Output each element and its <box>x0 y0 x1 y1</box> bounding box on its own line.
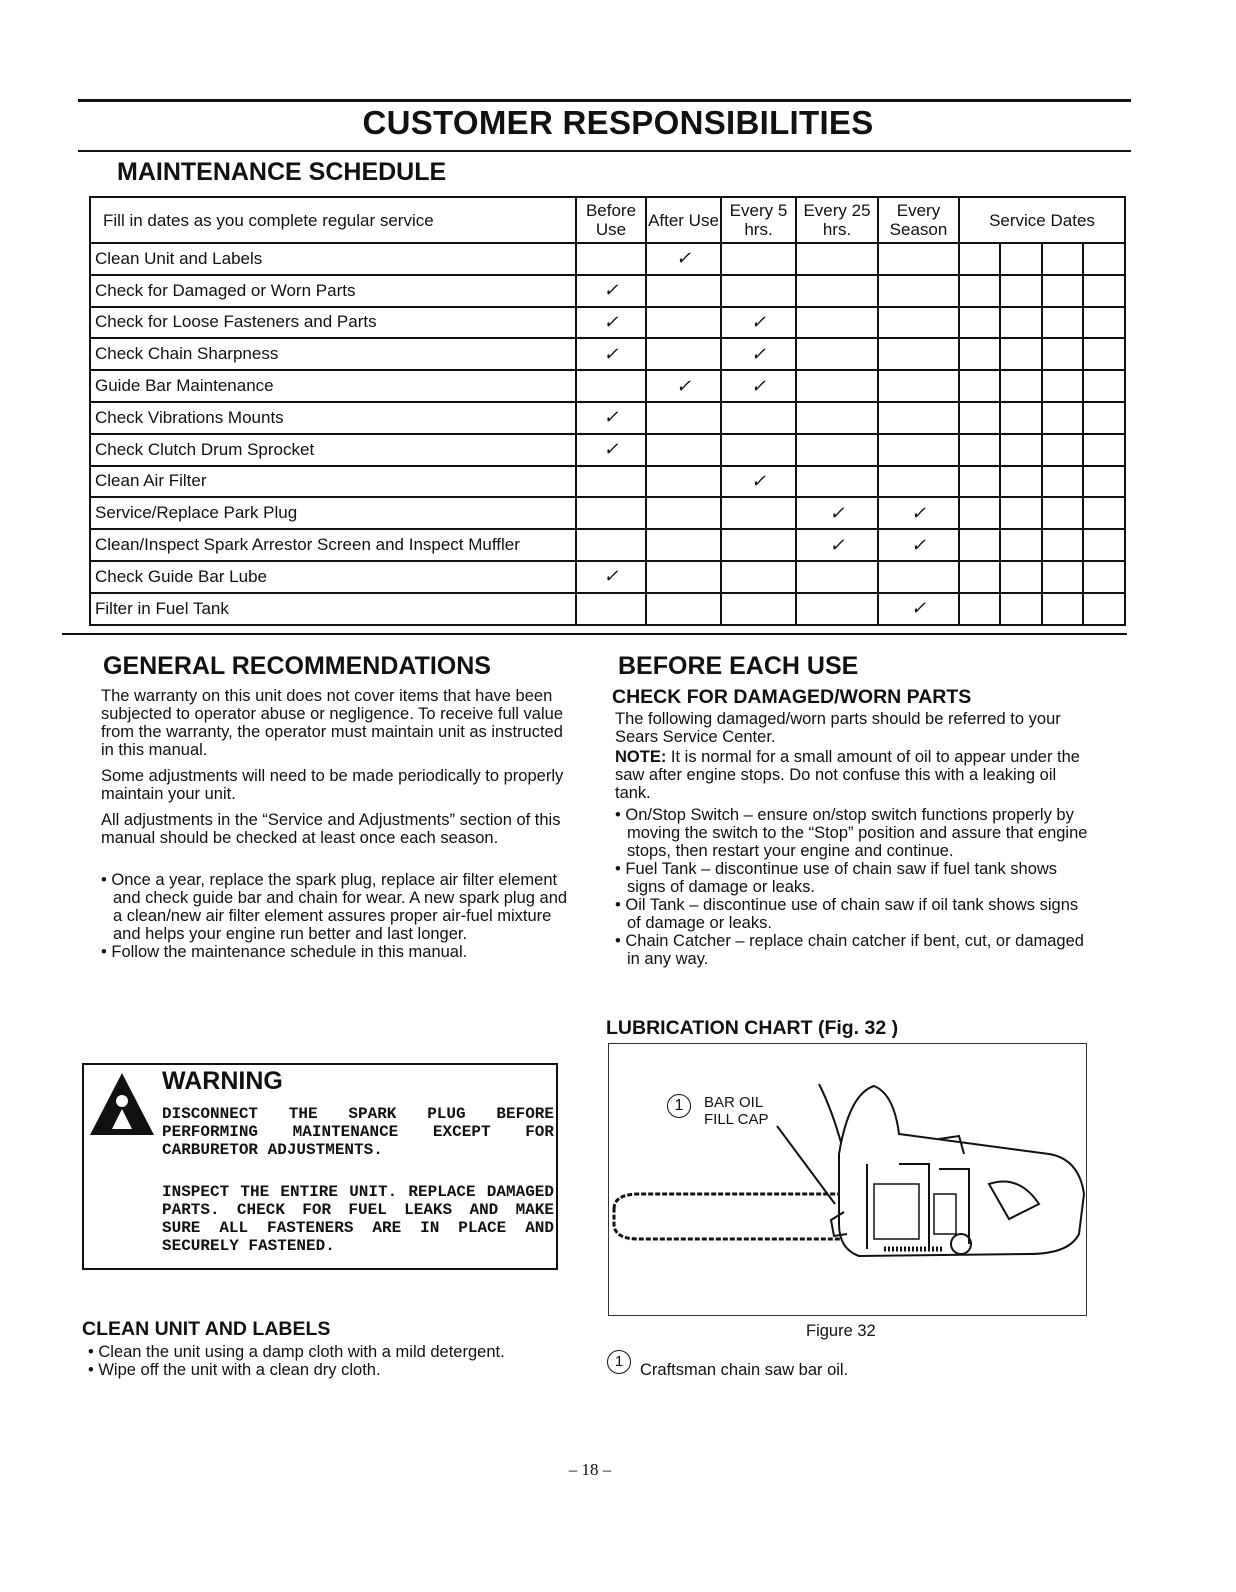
empty-cell <box>796 402 878 434</box>
task-label: Check Vibrations Mounts <box>90 402 576 434</box>
check-mark-cell <box>721 466 796 498</box>
empty-cell <box>721 561 796 593</box>
bullet: • Oil Tank – discontinue use of chain saw if oil tank shows signs of damage or leaks. <box>615 896 1079 932</box>
check-mark-icon: ✓ <box>750 375 767 396</box>
empty-cell <box>576 243 646 275</box>
empty-cell <box>646 338 721 370</box>
empty-cell <box>576 529 646 561</box>
check-mark-icon: ✓ <box>829 534 845 555</box>
empty-cell <box>646 497 721 529</box>
service-date-field[interactable] <box>1000 529 1041 561</box>
empty-cell <box>721 529 796 561</box>
empty-cell <box>796 243 878 275</box>
service-date-field[interactable] <box>1042 466 1083 498</box>
table-row <box>90 338 1125 370</box>
empty-cell <box>646 434 721 466</box>
empty-cell <box>721 497 796 529</box>
page-number: – 18 – <box>568 1460 612 1479</box>
column-header: After Use <box>646 197 721 243</box>
title-rule <box>78 150 1131 152</box>
clean-unit-body <box>88 1343 568 1379</box>
service-date-field[interactable] <box>1000 466 1041 498</box>
table-row <box>90 529 1125 561</box>
empty-cell <box>878 466 959 498</box>
empty-cell <box>646 529 721 561</box>
service-dates-header: Service Dates <box>959 197 1125 243</box>
empty-cell <box>576 466 646 498</box>
callout-label: BAR OIL FILL CAP <box>704 1094 769 1128</box>
service-date-field[interactable] <box>1083 593 1125 625</box>
service-date-field[interactable] <box>1083 275 1125 307</box>
warning-title: WARNING <box>162 1067 283 1095</box>
check-mark-cell <box>878 529 959 561</box>
top-rule <box>78 99 1131 102</box>
service-date-field[interactable] <box>1083 561 1125 593</box>
bullet: • Follow the maintenance schedule in this manual. <box>101 943 468 961</box>
empty-cell <box>721 243 796 275</box>
check-mark-cell <box>646 370 721 402</box>
lubrication-figure <box>608 1043 1087 1316</box>
check-mark-icon: ✓ <box>603 407 619 428</box>
check-mark-icon: ✓ <box>675 248 692 269</box>
service-date-field[interactable] <box>1083 466 1125 498</box>
empty-cell <box>721 275 796 307</box>
task-label: Filter in Fuel Tank <box>90 593 576 625</box>
warning-text: INSPECT THE ENTIRE UNIT. REPLACE DAMAGED PARTS. CHECK FOR FUEL LEAKS AND MAKE SURE ALL FASTENERS ARE IN PLACE AND SECURELY FASTENED. <box>162 1183 554 1255</box>
note-label: NOTE: <box>615 748 667 766</box>
task-label: Check for Damaged or Worn Parts <box>90 275 576 307</box>
service-date-field[interactable] <box>1000 370 1041 402</box>
check-damaged-parts-heading: CHECK FOR DAMAGED/WORN PARTS <box>612 686 972 708</box>
empty-cell <box>576 593 646 625</box>
service-date-field[interactable] <box>1042 561 1083 593</box>
instruction-header: Fill in dates as you complete regular service <box>90 197 576 243</box>
task-label: Service/Replace Park Plug <box>90 497 576 529</box>
empty-cell <box>796 275 878 307</box>
check-mark-icon: ✓ <box>603 343 619 364</box>
service-date-field[interactable] <box>1083 307 1125 339</box>
check-mark-cell <box>721 307 796 339</box>
service-date-field[interactable] <box>959 466 1000 498</box>
service-date-field[interactable] <box>1083 338 1125 370</box>
table-row <box>90 243 1125 275</box>
bullet: • Fuel Tank – discontinue use of chain saw if fuel tank shows signs of damage or leaks. <box>615 860 1058 896</box>
task-label: Clean/Inspect Spark Arrestor Screen and Inspect Muffler <box>90 529 576 561</box>
check-mark-cell <box>878 497 959 529</box>
service-date-field[interactable] <box>959 561 1000 593</box>
bullet: • Wipe off the unit with a clean dry cloth. <box>88 1361 381 1379</box>
empty-cell <box>878 434 959 466</box>
task-label: Check Clutch Drum Sprocket <box>90 434 576 466</box>
lubrication-chart-heading: LUBRICATION CHART (Fig. 32 ) <box>606 1017 899 1039</box>
empty-cell <box>646 307 721 339</box>
maintenance-schedule-heading: MAINTENANCE SCHEDULE <box>117 158 447 186</box>
empty-cell <box>796 593 878 625</box>
empty-cell <box>646 561 721 593</box>
check-mark-icon: ✓ <box>910 598 927 619</box>
general-recommendations-heading: GENERAL RECOMMENDATIONS <box>103 652 491 680</box>
empty-cell <box>878 561 959 593</box>
check-mark-cell <box>576 561 646 593</box>
check-mark-cell <box>796 497 878 529</box>
empty-cell <box>721 402 796 434</box>
check-mark-cell <box>878 593 959 625</box>
check-mark-icon: ✓ <box>603 439 619 460</box>
callout-number: 1 <box>667 1094 691 1118</box>
check-mark-icon: ✓ <box>910 534 927 555</box>
service-date-field[interactable] <box>1042 434 1083 466</box>
service-date-field[interactable] <box>959 434 1000 466</box>
empty-cell <box>646 275 721 307</box>
check-mark-icon: ✓ <box>750 343 767 364</box>
service-date-field[interactable] <box>1042 402 1083 434</box>
service-date-field[interactable] <box>1000 593 1041 625</box>
note-text: It is normal for a small amount of oil to appear under the saw after engine stops. Do not confuse this with a leaking oil tank. <box>615 748 1080 802</box>
empty-cell <box>646 593 721 625</box>
before-each-use-heading: BEFORE EACH USE <box>618 652 859 680</box>
service-date-field[interactable] <box>1083 497 1125 529</box>
check-mark-cell <box>796 529 878 561</box>
task-label: Check Guide Bar Lube <box>90 561 576 593</box>
bullet: • On/Stop Switch – ensure on/stop switch functions properly by moving the switch to the “Stop” position and assure that engine stops, then restart your engine and continue. <box>615 806 1088 860</box>
empty-cell <box>576 370 646 402</box>
before-each-use-body <box>615 710 1091 968</box>
check-mark-icon: ✓ <box>750 311 767 332</box>
service-date-field[interactable] <box>1042 370 1083 402</box>
bullet: • Once a year, replace the spark plug, replace air filter element and check guide bar and chain for wear. A new spark plug and a clean/new air filter element assures proper air-fuel mixture and helps your engine run better and last longer. <box>101 871 568 943</box>
service-date-field[interactable] <box>1000 434 1041 466</box>
column-header: Every 25 hrs. <box>796 197 878 243</box>
task-label: Clean Unit and Labels <box>90 243 576 275</box>
empty-cell <box>796 434 878 466</box>
service-date-field[interactable] <box>1000 402 1041 434</box>
task-label: Clean Air Filter <box>90 466 576 498</box>
empty-cell <box>878 307 959 339</box>
paragraph: Some adjustments will need to be made periodically to properly maintain your unit. <box>101 767 564 803</box>
check-mark-cell <box>576 402 646 434</box>
service-date-field[interactable] <box>959 338 1000 370</box>
table-row <box>90 275 1125 307</box>
empty-cell <box>878 402 959 434</box>
check-mark-icon: ✓ <box>829 502 845 523</box>
empty-cell <box>721 593 796 625</box>
check-mark-cell <box>576 338 646 370</box>
figure-caption: Figure 32 <box>806 1322 876 1340</box>
service-date-field[interactable] <box>1083 370 1125 402</box>
empty-cell <box>576 497 646 529</box>
service-date-field[interactable] <box>1000 497 1041 529</box>
table-row <box>90 307 1125 339</box>
empty-cell <box>878 275 959 307</box>
service-date-field[interactable] <box>959 370 1000 402</box>
general-recommendations-body <box>101 687 575 961</box>
service-date-field[interactable] <box>1042 275 1083 307</box>
table-row <box>90 497 1125 529</box>
service-date-field[interactable] <box>959 243 1000 275</box>
check-mark-icon: ✓ <box>675 375 692 396</box>
task-label: Guide Bar Maintenance <box>90 370 576 402</box>
empty-cell <box>796 338 878 370</box>
warning-text: DISCONNECT THE SPARK PLUG BEFORE PERFORMING MAINTENANCE EXCEPT FOR CARBURETOR ADJUSTMENTS. <box>162 1105 554 1159</box>
table-row <box>90 402 1125 434</box>
service-date-field[interactable] <box>1083 402 1125 434</box>
empty-cell <box>796 370 878 402</box>
clean-unit-heading: CLEAN UNIT AND LABELS <box>82 1318 331 1340</box>
empty-cell <box>878 243 959 275</box>
service-date-field[interactable] <box>1000 275 1041 307</box>
check-mark-cell <box>646 243 721 275</box>
empty-cell <box>796 561 878 593</box>
footnote-number: 1 <box>607 1350 631 1374</box>
service-date-field[interactable] <box>1042 307 1083 339</box>
service-date-field[interactable] <box>959 529 1000 561</box>
page-title: CUSTOMER RESPONSIBILITIES <box>362 104 874 141</box>
empty-cell <box>878 370 959 402</box>
check-mark-icon: ✓ <box>603 566 619 587</box>
table-row <box>90 466 1125 498</box>
chainsaw-illustration <box>609 1044 1088 1317</box>
table-row <box>90 593 1125 625</box>
service-date-field[interactable] <box>1042 529 1083 561</box>
task-label: Check Chain Sharpness <box>90 338 576 370</box>
service-date-field[interactable] <box>1042 243 1083 275</box>
empty-cell <box>878 338 959 370</box>
warning-box <box>82 1063 558 1270</box>
service-date-field[interactable] <box>1042 497 1083 529</box>
service-date-field[interactable] <box>1083 243 1125 275</box>
service-date-field[interactable] <box>1000 243 1041 275</box>
service-date-field[interactable] <box>959 275 1000 307</box>
empty-cell <box>796 466 878 498</box>
service-date-field[interactable] <box>959 497 1000 529</box>
task-label: Check for Loose Fasteners and Parts <box>90 307 576 339</box>
warning-triangle-icon <box>88 1071 156 1137</box>
check-mark-cell <box>721 370 796 402</box>
check-mark-icon: ✓ <box>603 280 619 301</box>
paragraph: The warranty on this unit does not cover items that have been subjected to operator abuse or negligence. To receive full value from the warranty, the operator must maintain unit as instructed in this manual. <box>101 687 563 759</box>
service-date-field[interactable] <box>1042 338 1083 370</box>
check-mark-cell <box>576 434 646 466</box>
column-header: Before Use <box>576 197 646 243</box>
bullet: • Chain Catcher – replace chain catcher if bent, cut, or damaged in any way. <box>615 932 1084 968</box>
column-header: Every 5 hrs. <box>721 197 796 243</box>
service-date-field[interactable] <box>1000 338 1041 370</box>
service-date-field[interactable] <box>959 593 1000 625</box>
paragraph: The following damaged/worn parts should be referred to your Sears Service Center. <box>615 710 1061 746</box>
check-mark-icon: ✓ <box>750 470 767 491</box>
empty-cell <box>721 434 796 466</box>
bullet: • Clean the unit using a damp cloth with a mild detergent. <box>88 1343 505 1361</box>
service-date-field[interactable] <box>1000 561 1041 593</box>
empty-cell <box>796 307 878 339</box>
maintenance-schedule-table <box>89 196 1126 626</box>
service-date-field[interactable] <box>1083 529 1125 561</box>
footnote-text: Craftsman chain saw bar oil. <box>640 1361 849 1379</box>
check-mark-icon: ✓ <box>910 502 927 523</box>
service-date-field[interactable] <box>959 402 1000 434</box>
service-date-field[interactable] <box>1042 593 1083 625</box>
paragraph: All adjustments in the “Service and Adjustments” section of this manual should be checked at least once each season. <box>101 811 561 847</box>
table-row <box>90 434 1125 466</box>
column-header: Every Season <box>878 197 959 243</box>
check-mark-icon: ✓ <box>603 311 619 332</box>
check-mark-cell <box>721 338 796 370</box>
empty-cell <box>646 402 721 434</box>
check-mark-cell <box>576 307 646 339</box>
section-rule <box>62 633 1127 635</box>
empty-cell <box>646 466 721 498</box>
service-date-field[interactable] <box>959 307 1000 339</box>
table-row <box>90 370 1125 402</box>
check-mark-cell <box>576 275 646 307</box>
service-date-field[interactable] <box>1000 307 1041 339</box>
service-date-field[interactable] <box>1083 434 1125 466</box>
table-row <box>90 561 1125 593</box>
